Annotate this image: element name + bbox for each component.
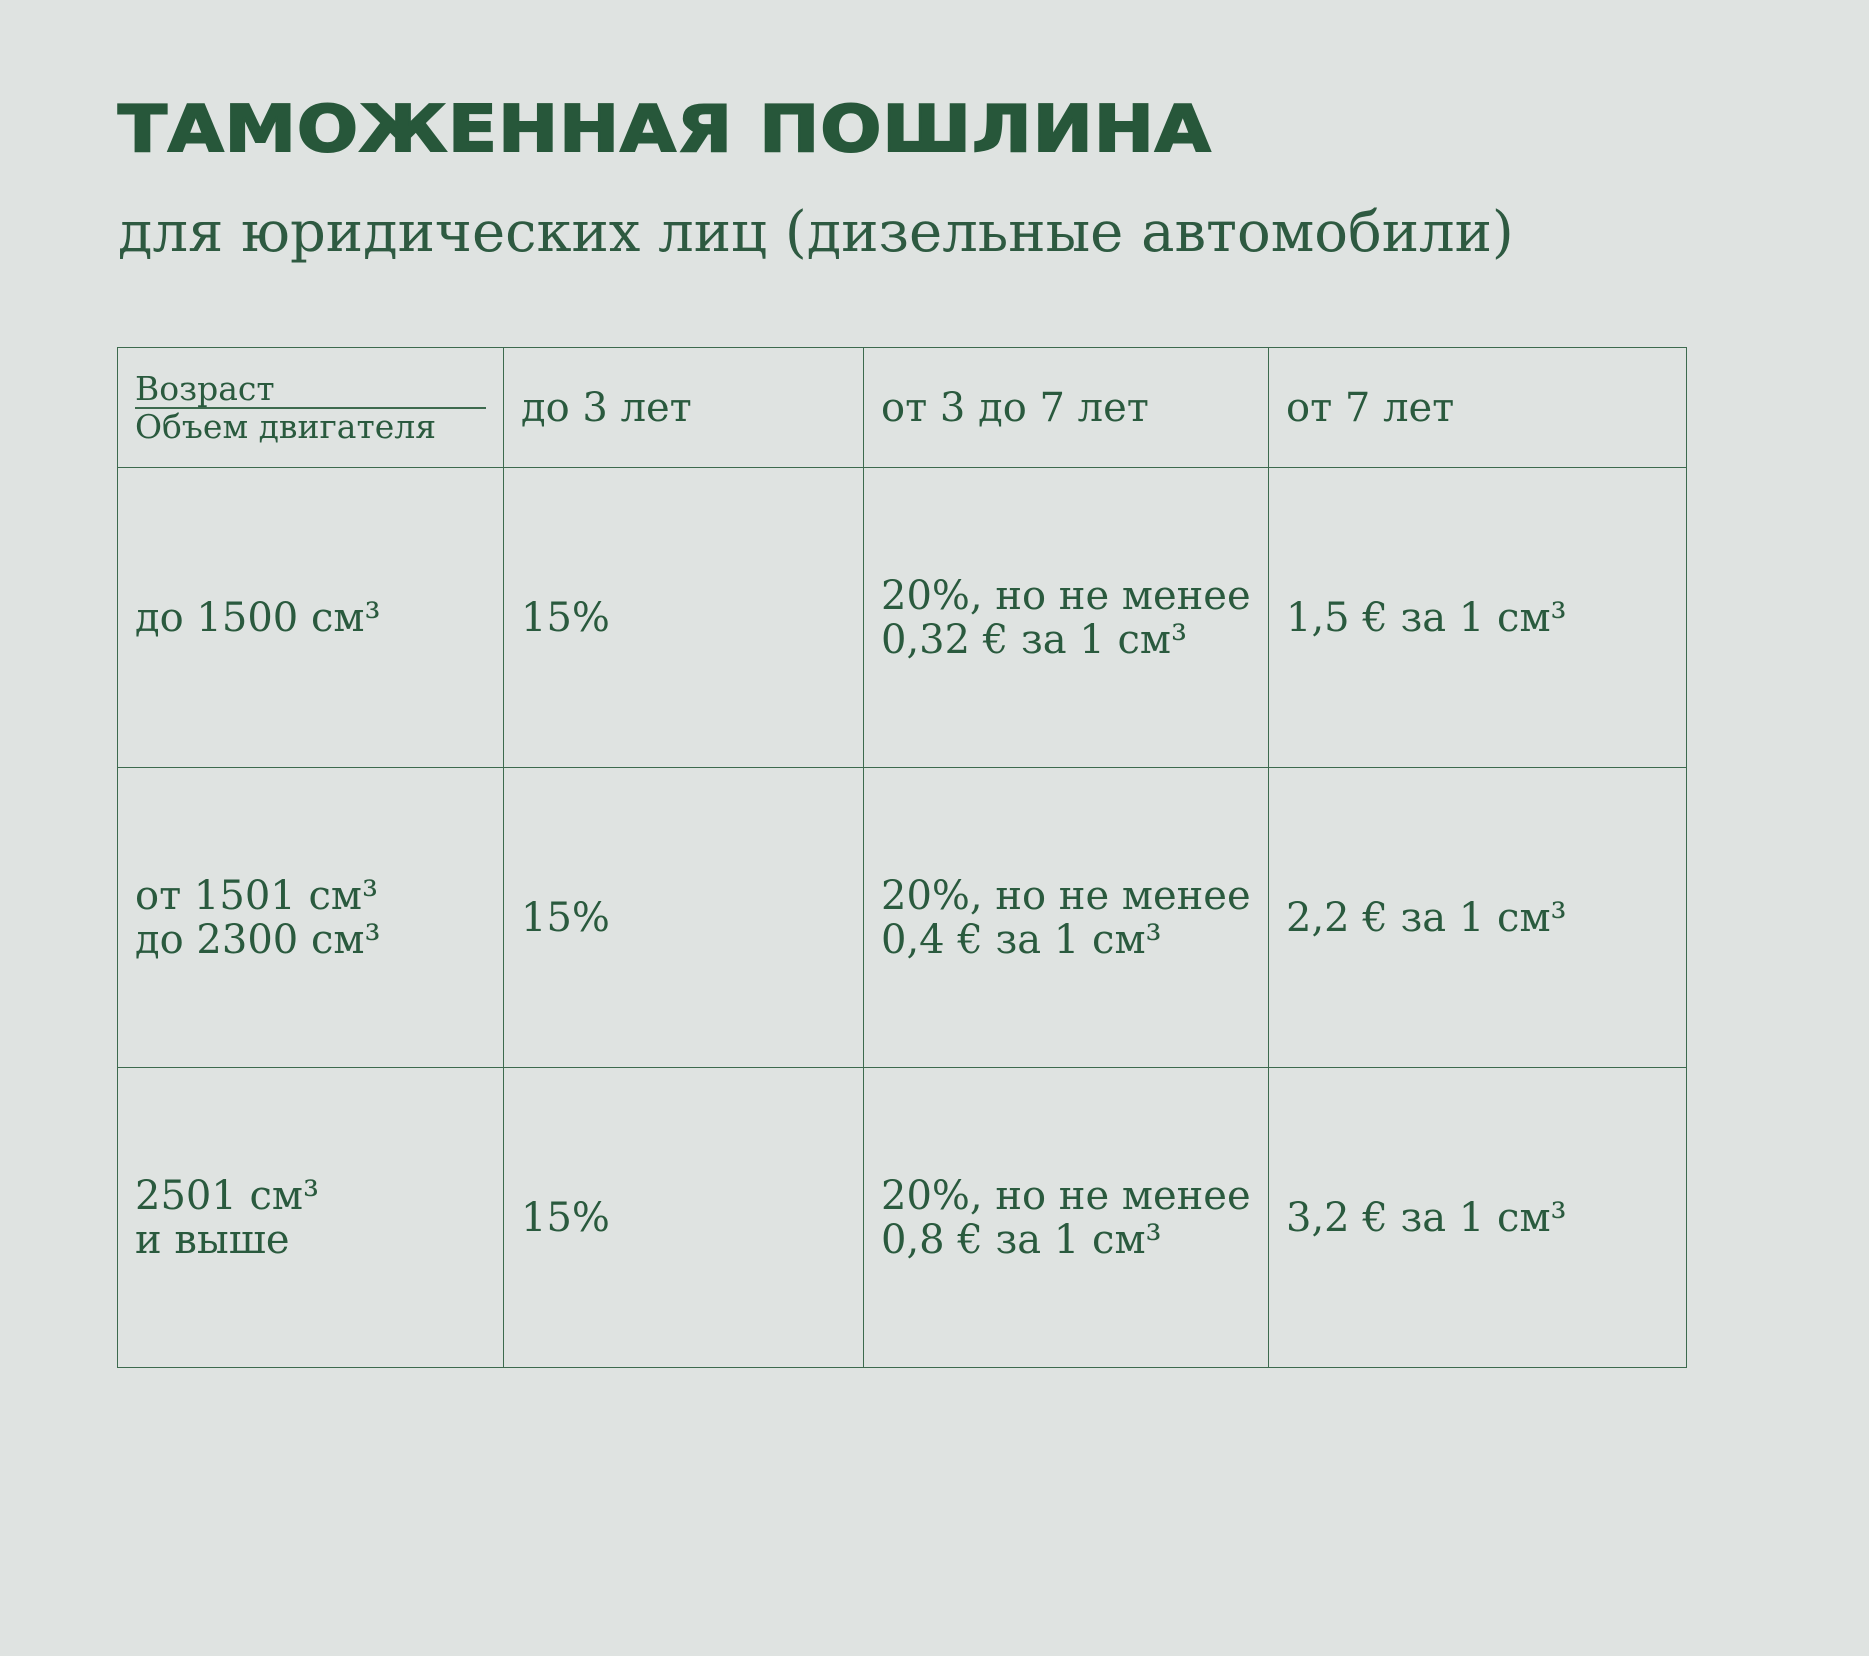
table-row <box>118 768 1687 1068</box>
column-header-3-to-7: от 3 до 7 лет <box>864 348 1269 468</box>
cell-under-3: 15% <box>504 768 864 1068</box>
cell-under-3: 15% <box>504 468 864 768</box>
row-header-volume <box>118 1068 504 1368</box>
rate-line: 20%, но не менее <box>881 572 1251 619</box>
cell-3-to-7 <box>864 468 1269 768</box>
corner-header-cell <box>118 348 504 468</box>
cell-3-to-7 <box>864 768 1269 1068</box>
table-row <box>118 468 1687 768</box>
row-header-volume <box>118 468 504 768</box>
table-header-row <box>118 348 1687 468</box>
cell-3-to-7 <box>864 1068 1269 1368</box>
age-label: Возраст <box>135 371 486 409</box>
customs-duty-table <box>117 347 1687 1368</box>
table-row <box>118 1068 1687 1368</box>
minimum-line: 0,32 € за 1 см³ <box>881 616 1188 663</box>
rate-line: 20%, но не менее <box>881 1172 1251 1219</box>
cell-over-7: 2,2 € за 1 см³ <box>1269 768 1687 1068</box>
minimum-line: 0,8 € за 1 см³ <box>881 1216 1162 1263</box>
volume-line: и выше <box>135 1216 290 1263</box>
volume-line: от 1501 см³ <box>135 872 378 919</box>
cell-over-7: 1,5 € за 1 см³ <box>1269 468 1687 768</box>
column-header-under-3: до 3 лет <box>504 348 864 468</box>
cell-over-7: 3,2 € за 1 см³ <box>1269 1068 1687 1368</box>
page-subtitle: для юридических лиц (дизельные автомобили) <box>118 200 1514 265</box>
row-header-volume <box>118 768 504 1068</box>
rate-line: 20%, но не менее <box>881 872 1251 919</box>
cell-under-3: 15% <box>504 1068 864 1368</box>
volume-line: до 2300 см³ <box>135 916 381 963</box>
page-title: ТАМОЖЕННАЯ ПОШЛИНА <box>118 93 1212 167</box>
engine-volume-label: Объем двигателя <box>135 406 437 446</box>
minimum-line: 0,4 € за 1 см³ <box>881 916 1162 963</box>
volume-line: до 1500 см³ <box>135 594 381 641</box>
volume-line: 2501 см³ <box>135 1172 320 1219</box>
column-header-over-7: от 7 лет <box>1269 348 1687 468</box>
